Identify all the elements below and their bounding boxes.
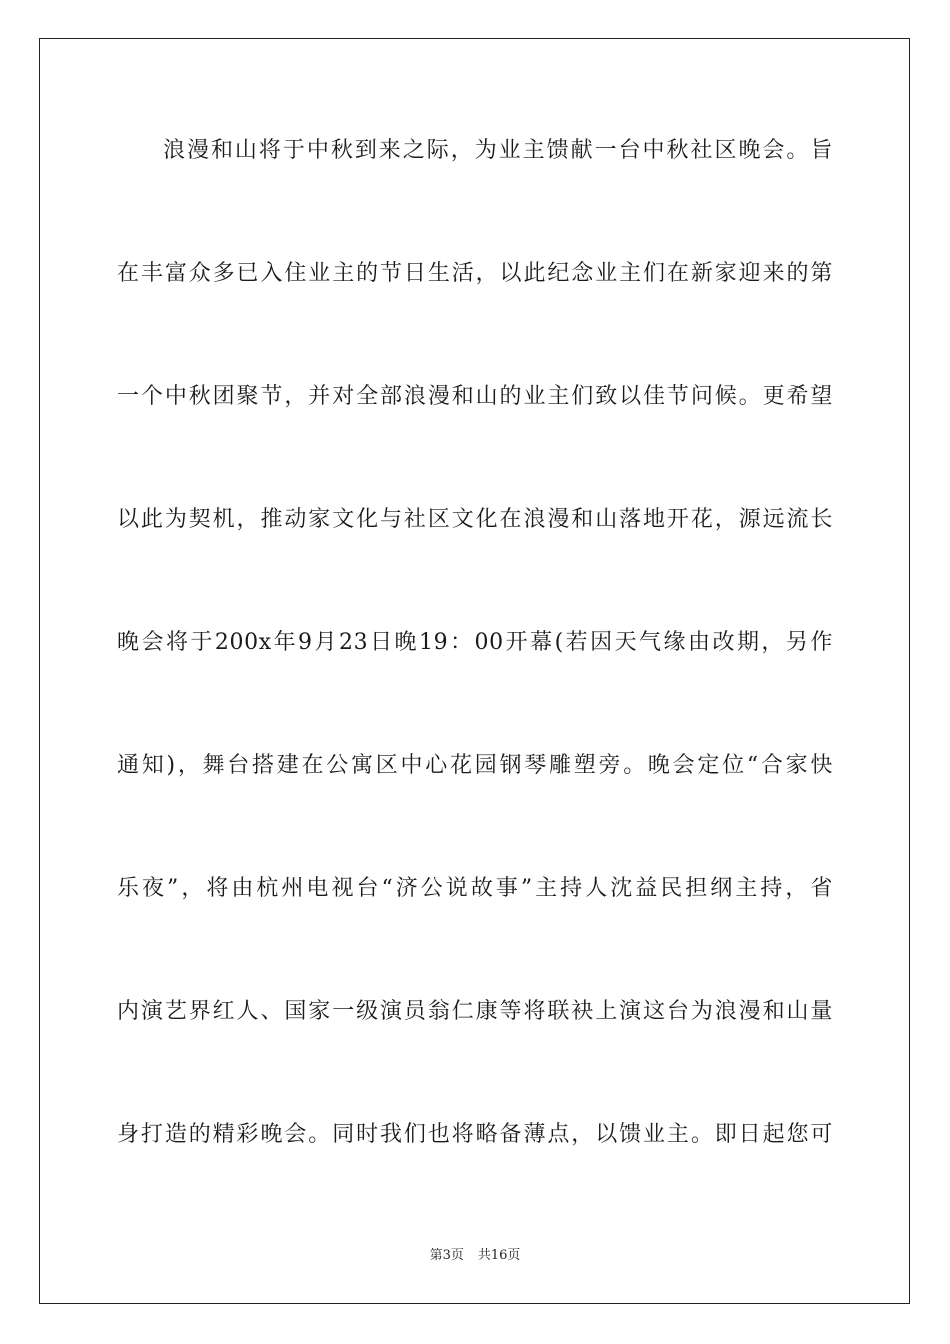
paragraph-line: 身打造的精彩晚会。同时我们也将略备薄点，以馈业主。即日起您可	[117, 1122, 833, 1147]
paragraph-line: 以此为契机，推动家文化与社区文化在浪漫和山落地开花，源远流长	[117, 507, 833, 532]
paragraph-line: 一个中秋团聚节，并对全部浪漫和山的业主们致以佳节问候。更希望	[117, 384, 833, 409]
page-number: 第3页	[429, 1248, 464, 1263]
document-body	[117, 120, 833, 1227]
paragraph-line: 在丰富众多已入住业主的节日生活，以此纪念业主们在新家迎来的第	[117, 261, 833, 286]
paragraph-line: 晚会将于200x年9月23日晚19：00开幕(若因天气缘由改期，另作	[117, 630, 833, 655]
paragraph-line: 通知)，舞台搭建在公寓区中心花园钢琴雕塑旁。晚会定位“合家快	[117, 753, 833, 778]
paragraph-line: 内演艺界红人、国家一级演员翁仁康等将联袂上演这台为浪漫和山量	[117, 999, 833, 1024]
paragraph-line: 乐夜”，将由杭州电视台“济公说故事”主持人沈益民担纲主持，省	[117, 876, 833, 901]
page-total: 共16页	[477, 1248, 521, 1263]
page-footer	[0, 1247, 950, 1265]
paragraph-line: 浪漫和山将于中秋到来之际，为业主馈献一台中秋社区晚会。旨	[163, 138, 833, 163]
